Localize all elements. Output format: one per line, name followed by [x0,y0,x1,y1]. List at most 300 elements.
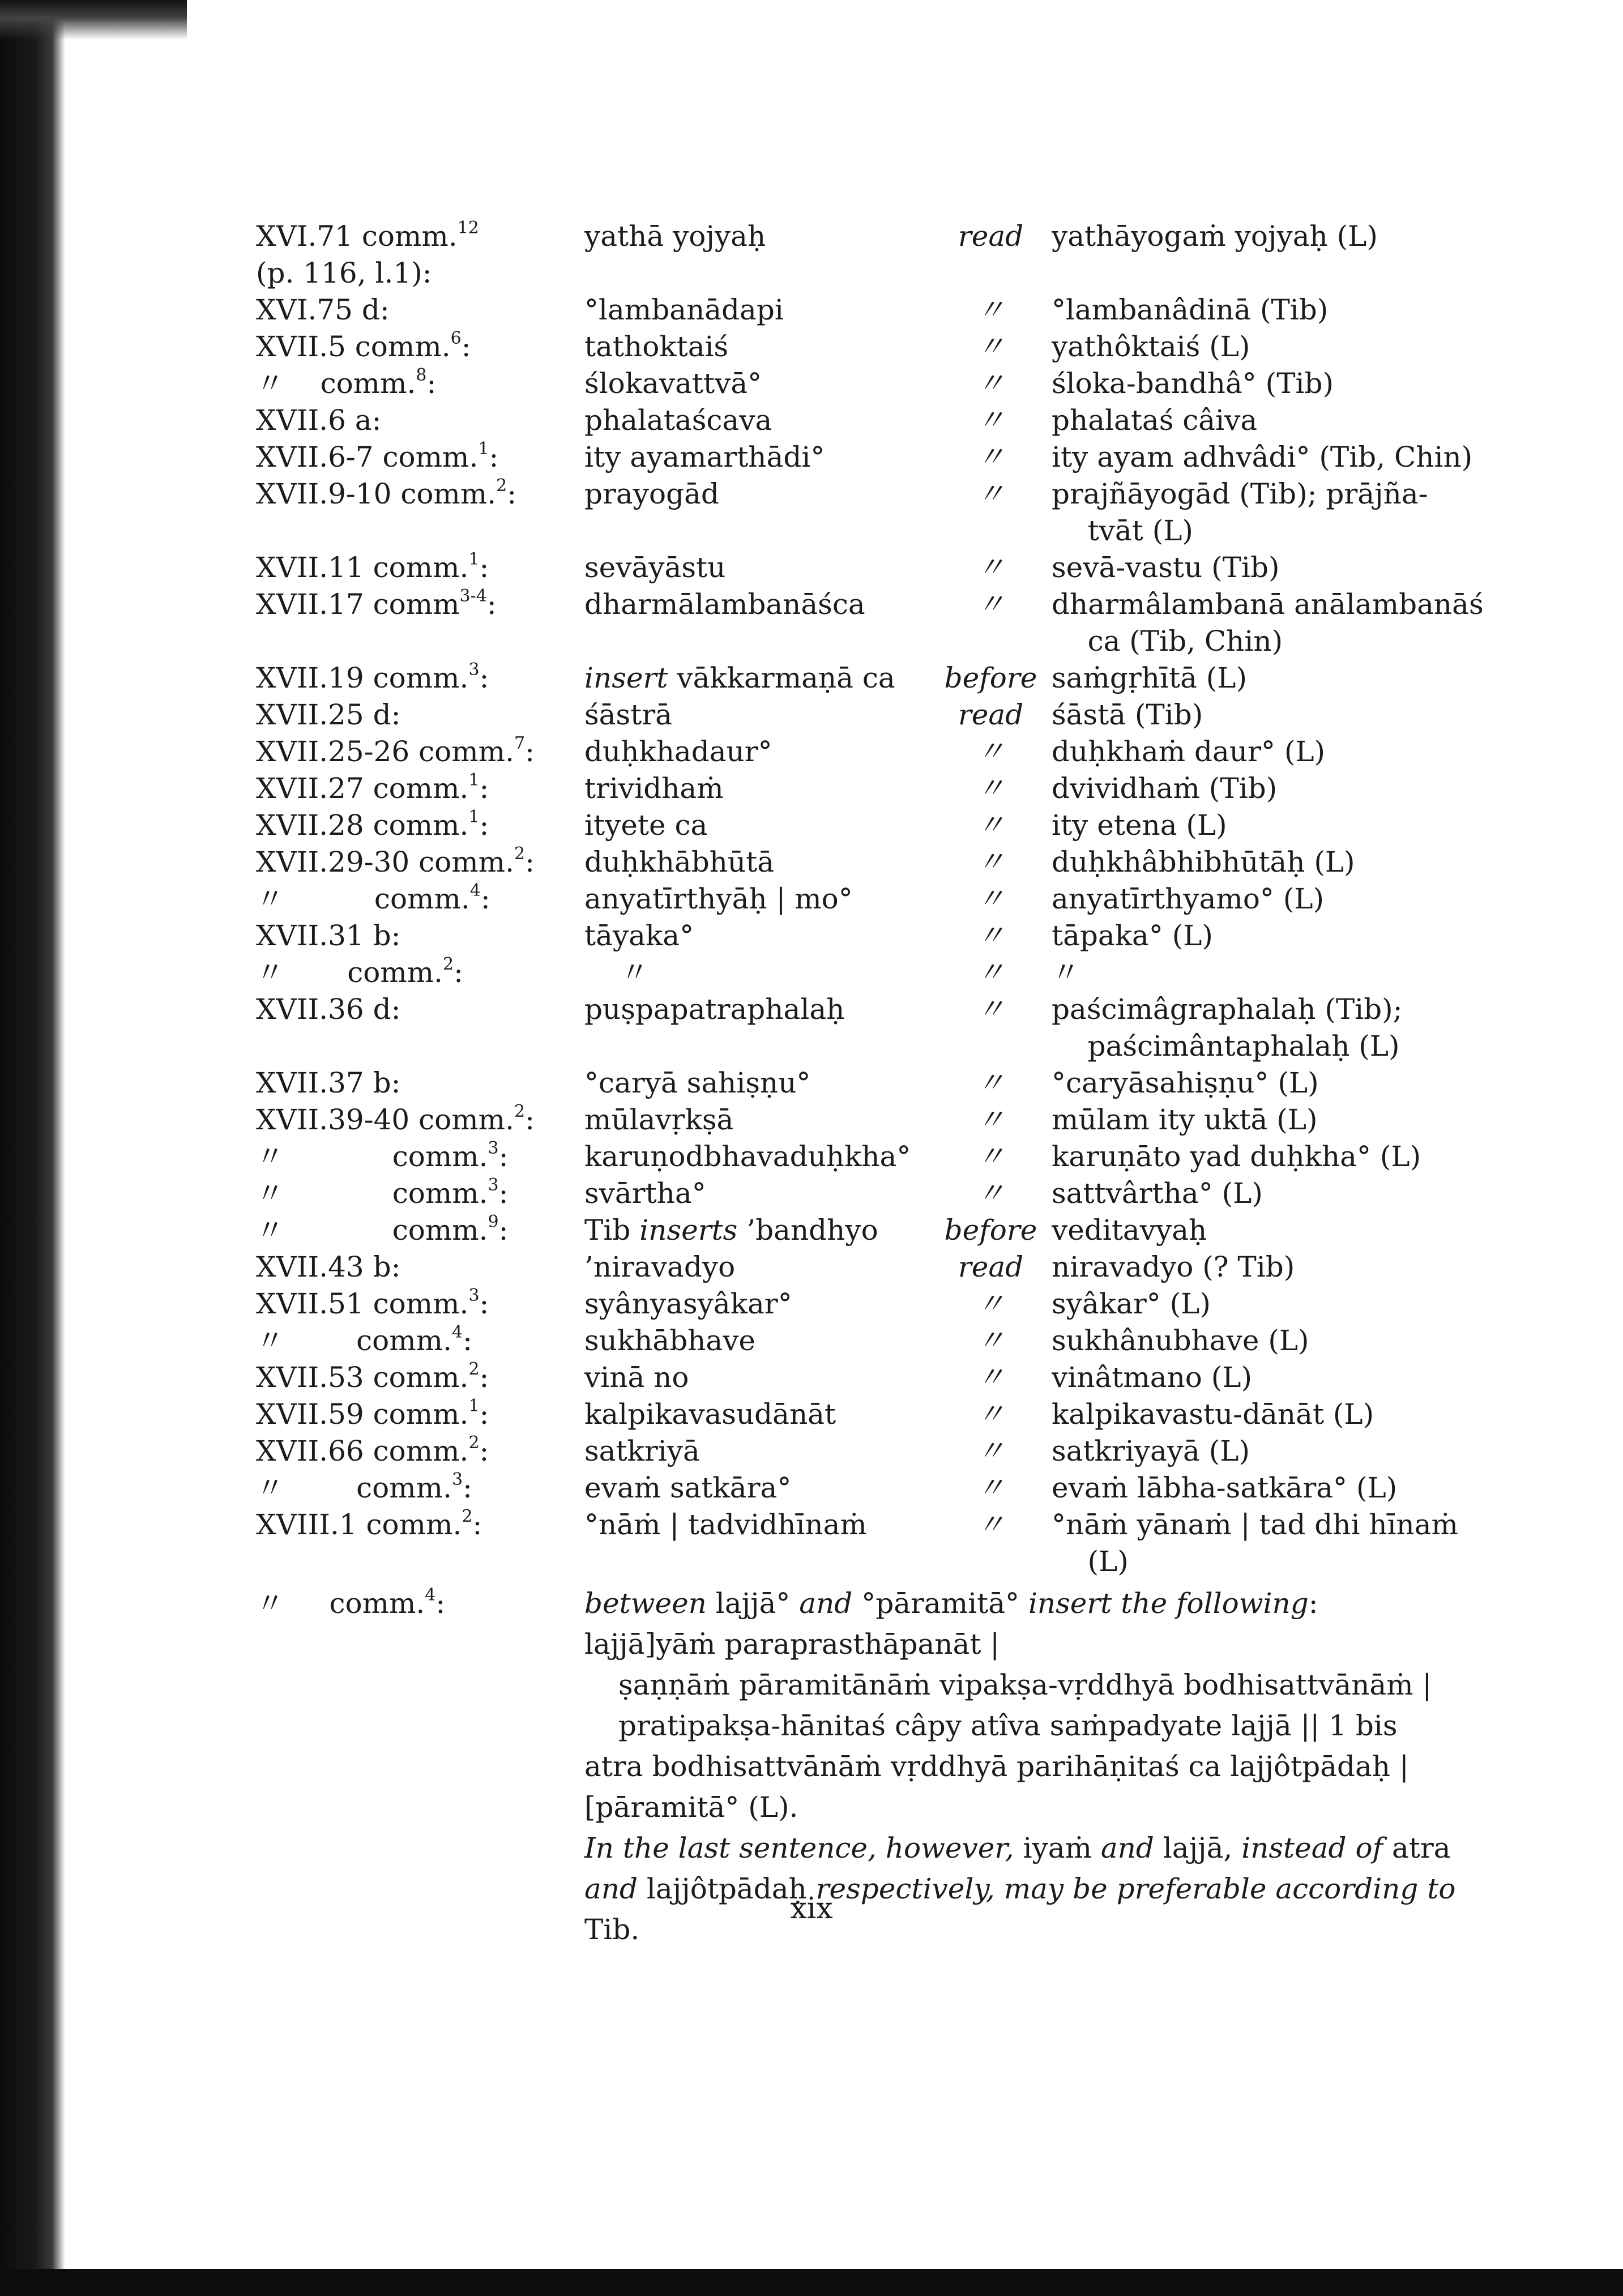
errata-row [256,807,1524,844]
errata-row [256,1175,1524,1212]
original-text: syânyasyâkar° [584,1287,792,1320]
note-text: lajjôtpādaḥ [638,1872,816,1905]
original-text: vinā no [584,1361,689,1394]
location-text: XVII.5 comm. [256,330,451,363]
note-line-2: lajjā]yāṁ paraprasthāpanāt | [584,1628,1000,1661]
location-text: XVII.11 comm. [256,551,469,584]
row-original-text [584,586,930,660]
row-original-text [584,1286,930,1322]
location-colon: : [525,1103,535,1136]
location-text: 〃 comm. [256,1471,452,1504]
errata-row [256,881,1524,917]
row-original-text [584,991,930,1065]
location-colon: : [472,1508,482,1541]
location-text: XVII.31 b: [256,919,401,952]
row-action: 〃 [976,735,1005,768]
row-original-text [584,917,930,954]
row-location [256,1322,584,1359]
location-text: XVII.51 comm. [256,1287,469,1320]
row-action: 〃 [976,846,1005,878]
errata-row [256,292,1524,328]
errata-row [256,586,1524,660]
original-text: satkriyā [584,1435,700,1467]
row-location [256,549,584,586]
location-text: XVII.9-10 comm. [256,477,497,510]
errata-row [256,1138,1524,1175]
errata-row [256,844,1524,881]
errata-row [256,917,1524,954]
row-corrected-reading: dharmâlambanā anālambanāś ca (Tib, Chin) [1052,588,1484,658]
original-text: °nāṁ | tadvidhīnaṁ [584,1508,867,1541]
row-action: 〃 [976,330,1005,363]
location-text: 〃 comm. [256,956,443,989]
footnote-ref: 8 [416,365,427,385]
row-corrected-reading: sevā-vastu (Tib) [1052,551,1280,584]
location-text: 〃 comm. [256,1177,488,1210]
original-prefix: Tib [584,1214,640,1247]
row-action: before [944,662,1037,694]
row-action: 〃 [976,1287,1005,1320]
footnote-ref: 2 [514,1102,526,1121]
row-action: 〃 [976,1177,1005,1210]
row-corrected-reading: phalataś câiva [1052,404,1258,437]
row-corrected-reading: °caryāsahiṣṇu° (L) [1052,1066,1319,1099]
location-text: XVII.29-30 comm. [256,846,514,878]
row-location [256,881,584,917]
row-corrected-reading: śloka-bandhâ° (Tib) [1052,367,1334,400]
row-location [256,917,584,954]
row-location [256,1212,584,1249]
row-action: 〃 [976,293,1005,326]
location-colon: : [426,367,437,400]
errata-row [256,218,1524,255]
location-colon: : [479,772,489,805]
original-text: trividhaṁ [584,772,724,805]
row-action: 〃 [976,993,1005,1026]
row-action: 〃 [976,1361,1005,1394]
footnote-ref: 3 [451,1470,463,1490]
row-action: 〃 [976,477,1005,510]
note-word: and [799,1587,853,1620]
row-original-text [584,365,930,402]
original-text: duḥkhābhūtā [584,846,775,878]
row-location [256,844,584,881]
location-text: XVII.6-7 comm. [256,441,479,473]
location-text: XVII.19 comm. [256,662,469,694]
row-corrected-reading [1052,255,1524,292]
row-location [256,1175,584,1212]
row-location [256,697,584,733]
footnote-ref: 3 [468,660,480,680]
errata-row [256,328,1524,365]
original-text: sukhābhave [584,1324,756,1357]
location-colon: : [479,551,489,584]
row-corrected-reading: yathāyogaṁ yojyaḥ (L) [1052,220,1378,253]
row-location [256,1249,584,1286]
errata-row [256,1102,1524,1138]
row-action [930,255,1052,292]
row-corrected-reading: duḥkhâbhibhūtāḥ (L) [1052,846,1355,878]
row-original-text [584,733,930,770]
row-action: 〃 [976,1324,1005,1357]
row-corrected-reading: evaṁ lābha-satkāra° (L) [1052,1471,1398,1504]
footnote-ref: 7 [514,733,526,753]
footnote-ref: 9 [488,1212,499,1232]
footnote-ref: 4 [469,881,481,901]
errata-row [256,1212,1524,1249]
footnote-ref: 4 [451,1322,463,1342]
errata-row [256,733,1524,770]
original-text: śāstrā [584,698,672,731]
errata-row [256,1470,1524,1507]
location-text: XVII.28 comm. [256,809,469,842]
location-colon: : [525,846,535,878]
location-colon: : [479,1287,489,1320]
row-original-text [584,1175,930,1212]
footnote-ref: 1 [468,549,480,569]
location-text: XVII.25-26 comm. [256,735,514,768]
row-location [256,1396,584,1433]
errata-row [256,1396,1524,1433]
original-text: kalpikavasudānāt [584,1398,836,1431]
row-corrected-reading: duḥkhaṁ daur° (L) [1052,735,1326,768]
footnote-ref: 12 [457,218,479,238]
page-number: xix [790,1892,833,1926]
errata-row [256,770,1524,807]
row-original-text [584,549,930,586]
location-colon: : [507,477,517,510]
row-corrected-reading: satkriyayā (L) [1052,1435,1250,1467]
location-colon: : [479,1435,489,1467]
row-original-text [584,292,930,328]
note-footnote-ref: 4 [425,1585,436,1605]
note-line-5: atra bodhisattvānāṁ vṛddhyā parihāṇitaś ca lajjôtpādaḥ | [584,1750,1409,1783]
footnote-ref: 2 [514,844,526,864]
location-colon: : [498,1140,509,1173]
row-action: 〃 [976,404,1005,437]
original-text: ity ayamarthādi° [584,441,825,473]
original-text: karuṇodbhavaduḥkha° [584,1140,911,1173]
note-line-9: Tib. [584,1913,640,1946]
location-text: XVII.37 b: [256,1066,401,1099]
errata-row [256,1507,1524,1580]
row-original-text [584,218,930,255]
note-loc-text: 〃 comm. [256,1587,425,1620]
row-action: 〃 [976,1398,1005,1431]
row-original-text [584,697,930,733]
original-instruction: insert [584,662,668,694]
footnote-ref: 3 [488,1175,499,1195]
errata-row [256,476,1524,549]
row-original-text [584,770,930,807]
original-text: evaṁ satkāra° [584,1471,792,1504]
location-colon: : [525,735,535,768]
location-colon: : [479,1398,489,1431]
row-location [256,1470,584,1507]
location-colon: : [486,588,497,621]
note-location [256,1583,584,1624]
row-original-text [584,1396,930,1433]
errata-row [256,365,1524,402]
footnote-ref: 2 [496,476,507,496]
location-text: XVII.39-40 comm. [256,1103,514,1136]
row-location [256,255,584,292]
row-location [256,586,584,660]
row-action: 〃 [976,551,1005,584]
footnote-ref: 2 [468,1433,480,1453]
location-text: 〃 comm. [256,1324,452,1357]
row-original-text [584,476,930,549]
original-text: tathoktaiś [584,330,729,363]
row-original-text [584,328,930,365]
footnote-ref: 2 [468,1359,480,1379]
footnote-ref: 3 [488,1138,499,1158]
note-word: instead of [1241,1832,1383,1864]
row-corrected-reading: °nāṁ yānaṁ | tad dhi hīnaṁ (L) [1052,1508,1458,1578]
row-corrected-reading: sattvârtha° (L) [1052,1177,1263,1210]
row-location [256,660,584,697]
row-original-text [584,1138,930,1175]
row-action: 〃 [976,588,1005,621]
note-text: lajjā° [706,1587,800,1620]
footnote-ref: 2 [462,1507,473,1526]
location-text: 〃 comm. [256,367,416,400]
location-text: (p. 116, l.1): [256,257,432,289]
location-text: XVIII.1 comm. [256,1508,462,1541]
row-original-text [584,439,930,476]
location-text: 〃 comm. [256,1214,488,1247]
row-action: 〃 [976,1508,1005,1541]
footnote-ref: 1 [468,1396,480,1416]
row-corrected-reading: śāstā (Tib) [1052,698,1203,731]
errata-row [256,697,1524,733]
location-colon: : [463,1324,472,1357]
row-location [256,328,584,365]
row-action: read [958,220,1024,253]
note-loc-colon: : [435,1587,446,1620]
row-action: before [944,1214,1037,1247]
errata-row [256,954,1524,991]
location-text: XVII.25 d: [256,698,401,731]
location-colon: : [463,1471,472,1504]
row-location [256,1359,584,1396]
errata-row [256,255,1524,292]
row-location [256,476,584,549]
row-corrected-reading: vinâtmano (L) [1052,1361,1252,1394]
location-text: XVII.17 comm [256,588,460,621]
row-location [256,1507,584,1580]
location-colon: : [498,1177,509,1210]
row-corrected-reading: niravadyo (? Tib) [1052,1251,1295,1283]
row-corrected-reading: ity etena (L) [1052,809,1227,842]
note-text: lajjā, [1154,1832,1242,1864]
row-action: 〃 [976,367,1005,400]
row-original-text [584,844,930,881]
scan-shadow-top [0,0,187,40]
row-location [256,954,584,991]
row-action: 〃 [976,1066,1005,1099]
row-corrected-reading: prajñāyogād (Tib); prājña- tvāt (L) [1052,477,1428,547]
row-action: 〃 [976,882,1005,915]
row-corrected-reading: ity ayam adhvâdi° (Tib, Chin) [1052,441,1473,473]
original-instruction: inserts [639,1214,738,1247]
location-text: XVII.36 d: [256,993,401,1026]
row-action: 〃 [976,1103,1005,1136]
row-corrected-reading: anyatīrthyamo° (L) [1052,882,1325,915]
row-action: 〃 [976,1435,1005,1467]
scan-shadow-bottom [0,2269,1623,2296]
original-text: ’niravadyo [584,1251,736,1283]
location-text: XVII.27 comm. [256,772,469,805]
row-original-text [584,1359,930,1396]
note-text: °pāramitā° [852,1587,1028,1620]
original-text: ślokavattvā° [584,367,762,400]
row-corrected-reading: kalpikavastu-dānāt (L) [1052,1398,1374,1431]
errata-row [256,1286,1524,1322]
original-text: 〃 [584,956,649,989]
original-text: °caryā sahiṣṇu° [584,1066,811,1099]
original-text: anyatīrthyāḥ | mo° [584,882,853,915]
row-action: 〃 [976,772,1005,805]
row-location [256,292,584,328]
row-corrected-reading: veditavyaḥ [1052,1214,1207,1247]
errata-row [256,1433,1524,1470]
original-text: sevāyāstu [584,551,726,584]
original-text: ’bandhyo [737,1214,878,1247]
footnote-ref: 1 [468,807,480,827]
row-original-text [584,402,930,439]
row-location [256,402,584,439]
row-corrected-reading: tāpaka° (L) [1052,919,1213,952]
row-original-text [584,255,930,292]
footnote-ref: 6 [450,328,462,348]
note-line-7 [584,1828,1522,1868]
original-text: vākkarmaṇā ca [668,662,895,694]
original-text: °lambanādapi [584,293,784,326]
original-text: mūlavṛkṣā [584,1103,734,1136]
original-text: yathā yojyaḥ [584,220,766,253]
row-action: 〃 [976,956,1005,989]
errata-table [256,218,1524,1580]
row-corrected-reading: mūlam ity uktā (L) [1052,1103,1318,1136]
note-line-4: pratipakṣa-hānitaś câpy atîva saṁpadyate lajjā || 1 bis [618,1709,1398,1742]
note-word: respectively, may be preferable according to [815,1872,1456,1905]
location-text: XVII.53 comm. [256,1361,469,1394]
row-original-text [584,1507,930,1580]
row-original-text [584,954,930,991]
original-text: tāyaka° [584,919,694,952]
row-location [256,991,584,1065]
location-colon: : [461,330,471,363]
row-location [256,770,584,807]
note-text: atra [1383,1832,1451,1864]
footnote-ref: 3-4 [459,586,487,606]
footnote-ref: 2 [443,954,454,974]
row-original-text [584,1433,930,1470]
location-colon: : [479,809,489,842]
footnote-ref: 3 [468,1286,480,1305]
note-word: between [584,1587,707,1620]
row-corrected-reading: saṁgṛhītā (L) [1052,662,1247,694]
errata-row [256,1359,1524,1396]
row-corrected-reading: syâkar° (L) [1052,1287,1211,1320]
row-original-text [584,881,930,917]
original-text: duḥkhadaur° [584,735,772,768]
row-action: 〃 [976,919,1005,952]
errata-row [256,1249,1524,1286]
row-action: 〃 [976,1471,1005,1504]
row-action: read [958,1251,1024,1283]
location-text: XVII.43 b: [256,1251,401,1283]
note-text: iyaṁ [1014,1832,1101,1864]
row-location [256,1286,584,1322]
row-location [256,807,584,844]
errata-row [256,1322,1524,1359]
original-text: ityete ca [584,809,708,842]
row-corrected-reading: paścimâgraphalaḥ (Tib); paścimântaphalaḥ (L) [1052,993,1403,1062]
errata-row [256,1065,1524,1102]
original-text: prayogād [584,477,719,510]
note-line-3: ṣaṇṇāṁ pāramitānāṁ vipakṣa-vṛddhyā bodhisattvānāṁ | [618,1668,1432,1701]
note-line-6: [pāramitā° (L). [584,1791,798,1824]
row-original-text [584,1322,930,1359]
location-text: 〃 comm. [256,1140,488,1173]
row-location [256,1102,584,1138]
location-colon: : [454,956,464,989]
location-colon: : [479,662,489,694]
original-text: svārtha° [584,1177,706,1210]
location-colon: : [479,1361,489,1394]
row-original-text [584,1249,930,1286]
row-action: 〃 [976,809,1005,842]
row-location [256,1138,584,1175]
row-location [256,218,584,255]
row-location [256,439,584,476]
row-corrected-reading: 〃 [1052,956,1080,989]
location-text: XVI.75 d: [256,293,390,326]
note-word: In the last sentence, however, [584,1832,1014,1864]
row-corrected-reading: sukhânubhave (L) [1052,1324,1309,1357]
location-text: XVII.59 comm. [256,1398,469,1431]
row-corrected-reading: dvividhaṁ (Tib) [1052,772,1278,805]
original-text: dharmālambanāśca [584,588,865,621]
location-text: XVII.66 comm. [256,1435,469,1467]
scan-shadow-left [0,0,65,2296]
row-original-text [584,1102,930,1138]
location-text: XVII.6 a: [256,404,382,437]
note-word: and [584,1872,638,1905]
original-text: phalataścava [584,404,772,437]
row-action: 〃 [976,441,1005,473]
errata-row [256,660,1524,697]
note-word: insert the following [1028,1587,1309,1620]
errata-row [256,402,1524,439]
note-word: and [1100,1832,1154,1864]
errata-row [256,991,1524,1065]
row-location [256,733,584,770]
row-location [256,1433,584,1470]
location-colon: : [480,882,490,915]
row-location [256,1065,584,1102]
row-corrected-reading: yathôktaiś (L) [1052,330,1250,363]
note-line-1 [584,1583,1522,1624]
row-original-text [584,807,930,844]
note-text: : [1308,1587,1318,1620]
location-colon: : [498,1214,509,1247]
row-action: 〃 [976,1140,1005,1173]
location-colon: : [489,441,499,473]
row-original-text [584,1065,930,1102]
